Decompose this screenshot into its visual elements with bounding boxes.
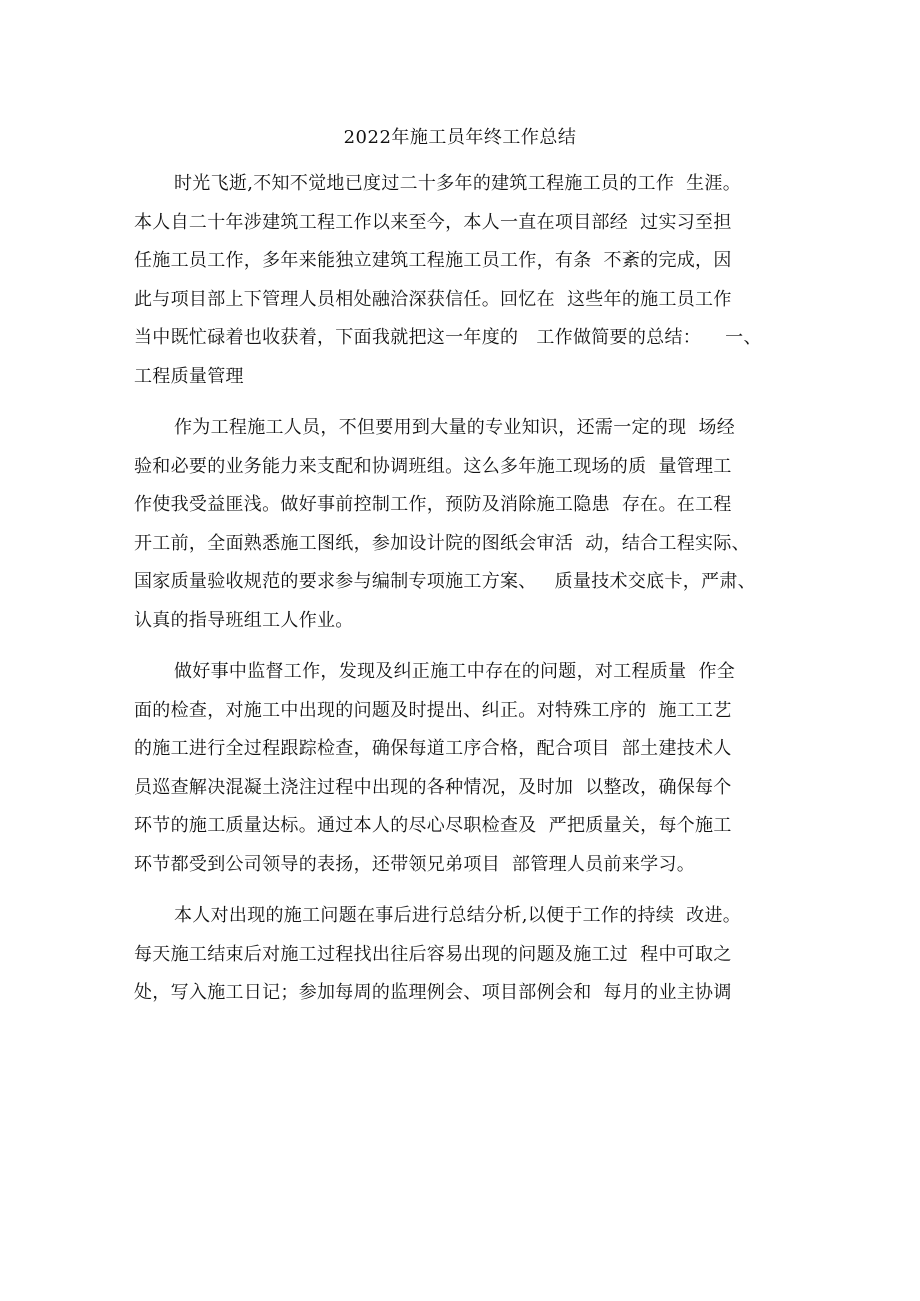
text-line: 时光飞逝,不知不觉地已度过二十多年的建筑工程施工员的工作 生涯。: [174, 173, 742, 194]
paragraph-2: [134, 409, 794, 640]
document-title: 2022年施工员年终工作总结: [343, 127, 577, 148]
text-line: 此与项目部上下管理人员相处融洽深获信任。回忆在 这些年的施工员工作: [134, 288, 732, 310]
text-line: 每天施工结束后对施工过程找出往后容易出现的问题及施工过 程中可取之: [134, 943, 732, 965]
text-line: 处，写入施工日记；参加每周的监理例会、项目部例会和 每月的业主协调: [134, 982, 732, 1003]
text-line: 开工前，全面熟悉施工图纸，参加设计院的图纸会审活 动，结合工程实际、: [134, 532, 750, 554]
text-line: 环节都受到公司领导的表扬，还带领兄弟项目 部管理人员前来学习。: [134, 853, 696, 875]
text-line: 国家质量验收规范的要求参与编制专项施工方案、 质量技术交底卡，严肃、: [134, 571, 756, 592]
text-line: 任施工员工作，多年来能独立建筑工程施工员工作，有条 不紊的完成，因: [134, 250, 732, 271]
text-line: 作使我受益匪浅。做好事前控制工作，预防及消除施工隐患 存在。在工程: [134, 494, 732, 515]
text-line: 的施工进行全过程跟踪检查，确保每道工序合格，配合项目 部土建技术人: [134, 738, 732, 759]
paragraph-3: [134, 653, 794, 884]
text-line: 面的检查，对施工中出现的问题及时提出、纠正。对特殊工序的 施工工艺: [134, 699, 732, 721]
text-line: 环节的施工质量达标。通过本人的尽心尽职检查及 严把质量关，每个施工: [134, 815, 732, 836]
text-line: 当中既忙碌着也收获着，下面我就把这一年度的 工作做简要的总结： 一、: [134, 327, 762, 348]
text-line: 认真的指导班组工人作业。: [134, 609, 354, 631]
section-heading: 工程质量管理: [134, 365, 244, 387]
paragraph-4: [134, 897, 794, 1013]
text-line: 做好事中监督工作，发现及纠正施工中存在的问题，对工程质量 作全: [174, 661, 736, 682]
text-line: 作为工程施工人员，不但要用到大量的专业知识，还需一定的现 场经: [174, 417, 736, 438]
text-line: 本人自二十年涉建筑工程工作以来至今，本人一直在项目部经 过实习至担: [134, 211, 732, 233]
paragraph-1: [134, 165, 794, 396]
document-body: [134, 165, 794, 1026]
text-line: 本人对出现的施工问题在事后进行总结分析,以便于工作的持续 改进。: [174, 905, 742, 926]
text-line: 员巡查解决混凝土浇注过程中出现的各种情况，及时加 以整改，确保每个: [134, 776, 732, 798]
text-line: 验和必要的业务能力来支配和协调班组。这么多年施工现场的质 量管理工: [134, 455, 732, 477]
